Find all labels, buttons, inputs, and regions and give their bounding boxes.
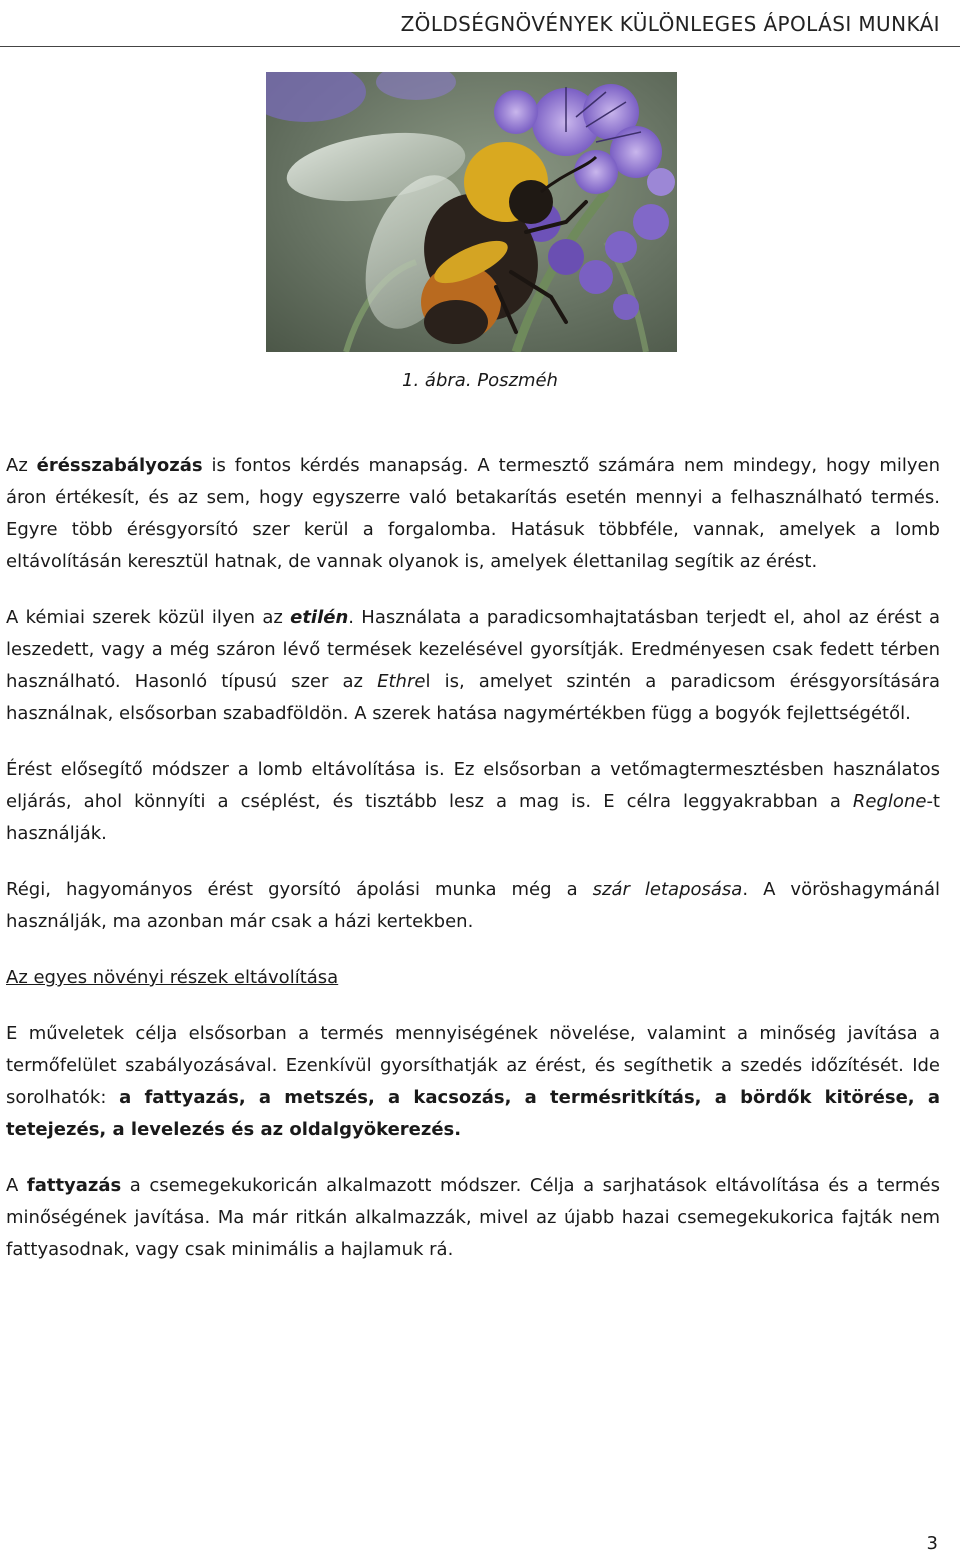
figure-caption: 1. ábra. Poszméh: [402, 370, 558, 391]
paragraph-suckering: [6, 1170, 940, 1266]
header-divider: [0, 46, 960, 47]
paragraph-ripening-regulation: [6, 450, 940, 578]
text-run: . A vöröshagymánál használják, ma azonban már csak a házi kertekben.: [6, 879, 940, 932]
page-header-title: ZÖLDSÉGNÖVÉNYEK KÜLÖNLEGES ÁPOLÁSI MUNKÁI: [400, 12, 940, 36]
text-run: is fontos kérdés manapság. A termesztő számára nem mindegy, hogy milyen áron értékesít, és az sem, hogy egyszerre való betakarítás esetén mennyi a felhasználható termés. Egyre több érésgyorsító szer kerül a forgalomba. Hatásuk többféle, vannak, amelyek a lomb eltávolításán keresztül hatnak, de vannak olyanok is, amelyek élettanilag segítik az érést.: [6, 455, 940, 572]
text-run: . Használata a paradicsomhajtatásban terjedt el, ahol az érést a leszedett, vagy a még száron lévő termések kezelésével gyorsítják. Eredményesen csak fedett térben használható. Hasonló típusú szer az: [6, 607, 940, 692]
text-run: A kémiai szerek közül ilyen az: [6, 607, 291, 628]
text-run: a csemegekukoricán alkalmazott módszer. Célja a sarjhatások eltávolítása és a termés minőségének javítása. Ma már ritkán alkalmazzák, mivel az újabb hazai csemegekukorica fajták nem fattyasodnak, vagy csak minimális a hajlamuk rá.: [6, 1175, 940, 1260]
paragraph-operations-goal: [6, 1018, 940, 1146]
paragraph-defoliation: [6, 754, 940, 850]
paragraph-stem-trampling: [6, 874, 940, 938]
italic-term: szár letaposása: [592, 879, 743, 900]
text-run: l is, amelyet szintén a paradicsom érésgyorsítására használnak, elsősorban szabadföldön. A szerek hatása nagymértékben függ a bogyók fejlettségétől.: [6, 671, 941, 724]
text-run: Érést elősegítő módszer a lomb eltávolítása is. Ez elsősorban a vetőmagtermesztésben használatos eljárás, ahol könnyíti a cséplést, és tisztább lesz a mag is. E célra leggyakrabban a: [6, 759, 940, 812]
main-content: [6, 450, 940, 1290]
text-run: Régi, hagyományos érést gyorsító ápolási munka még a: [6, 879, 593, 900]
text-run: Az: [6, 455, 37, 476]
text-run: E műveletek célja elsősorban a termés mennyiségének növelése, valamint a minőség javítása a termőfelület szabályozásával. Ezenkívül gyorsíthatják az érést, és segíthetik a szedés időzítését. Ide sorolhatók:: [6, 1023, 940, 1108]
bold-term: fattyazás: [26, 1175, 122, 1196]
text-run: -t használják.: [6, 791, 940, 844]
italic-term: etilén: [290, 607, 349, 628]
bumblebee-photo: [266, 72, 677, 352]
section-heading: Az egyes növényi részek eltávolítása: [6, 967, 339, 988]
italic-term: Reglone: [852, 791, 927, 812]
paragraph-chemical-agents: [6, 602, 940, 730]
italic-term: Ethre: [377, 671, 426, 692]
bold-term: a fattyazás, a metszés, a kacsozás, a termésritkítás, a bördők kitörése, a tetejezés, a levelezés és az oldalgyökerezés.: [6, 1087, 940, 1140]
text-run: A: [6, 1175, 27, 1196]
page-number: 3: [926, 1533, 938, 1554]
bold-term: érésszabályozás: [36, 455, 203, 476]
